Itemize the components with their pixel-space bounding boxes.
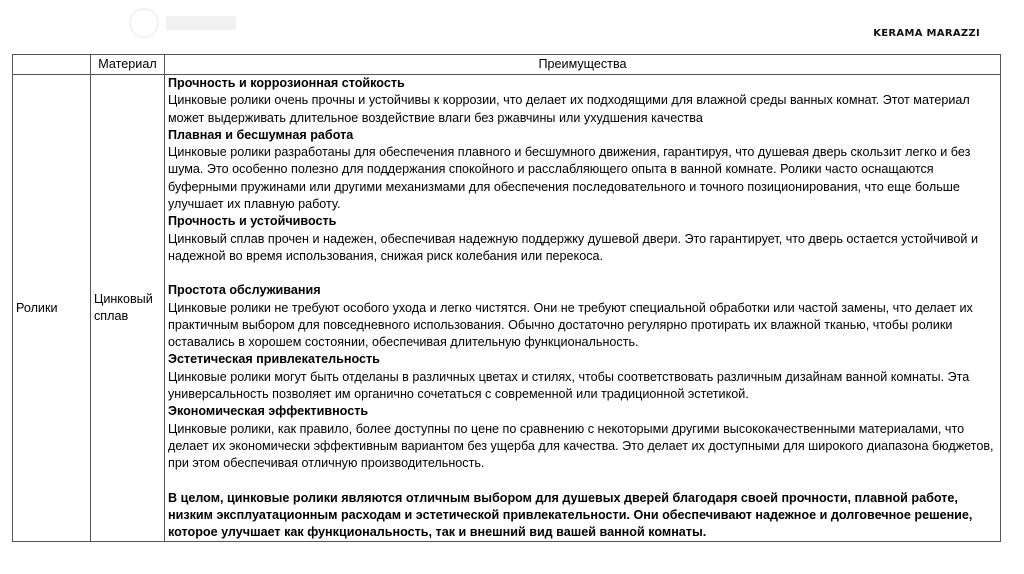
advantage-text-maintenance: Цинковые ролики не требуют особого ухода и легко чистятся. Они не требуют специальной обработки или частой замены, что делает их практичным выбором для повседневного использования. Обычно достаточно регулярно протирать их влажной тканью, чтобы ролики оставались в хорошем состоянии, обеспечивая длительную функциональность. xyxy=(168,300,973,350)
brand-logo-text: KERAMA MARAZZI xyxy=(873,28,980,39)
spacer xyxy=(168,473,997,490)
cell-item: Ролики xyxy=(13,75,91,542)
advantage-title-aesthetics: Эстетическая привлекательность xyxy=(168,352,380,367)
advantage-text-stability: Цинковый сплав прочен и надежен, обеспечивая надежную поддержку душевой двери. Это гарантирует, что дверь остается устойчивой и надежной во время использования, снижая риск колебания или перекоса. xyxy=(168,231,978,263)
header-material: Материал xyxy=(91,55,165,75)
table-header-row xyxy=(13,55,1001,75)
advantage-title-corrosion: Прочность и коррозионная стойкость xyxy=(168,76,405,90)
header-item xyxy=(13,55,91,75)
cell-material: Цинковый сплав xyxy=(91,75,165,542)
advantage-text-economy: Цинковые ролики, как правило, более доступны по цене по сравнению с некоторыми другими высококачественными материалами, что делает их экономически эффективным вариантом без ущерба для качества. Это делает их доступными для широкого диапазона бюджетов, при этом обеспечивая отличную производительность. xyxy=(168,421,994,471)
conclusion-text: В целом, цинковые ролики являются отличным выбором для душевых дверей благодаря своей прочности, плавной работе, низким эксплуатационным расходам и эстетической привлекательности. Они обеспечивают надежное и долговечное решение, которое улучшает как функциональность, так и внешний вид вашей ванной комнаты. xyxy=(168,490,973,540)
advantage-title-smooth: Плавная и бесшумная работа xyxy=(168,127,354,142)
spacer xyxy=(168,265,997,282)
advantage-title-stability: Прочность и устойчивость xyxy=(168,214,337,229)
advantage-title-maintenance: Простота обслуживания xyxy=(168,283,321,298)
header-advantages: Преимущества xyxy=(165,55,1001,75)
advantage-text-corrosion: Цинковые ролики очень прочны и устойчивы к коррозии, что делает их подходящими для влажной среды ванных комнат. Этот материал может выдерживать длительное воздействие влаги без ржавчины или ухудшения качества xyxy=(168,93,970,125)
advantage-title-economy: Экономическая эффективность xyxy=(168,404,369,419)
table-row xyxy=(13,75,1001,542)
cell-advantages xyxy=(165,75,1001,542)
advantage-text-smooth: Цинковые ролики разработаны для обеспечения плавного и бесшумного движения, гарантируя, что душевая дверь скользит легко и без шума. Это особенно полезно для поддержания спокойного и расслабляющего опыта в ванной комнате. Ролики часто оснащаются буферными пружинами или другими механизмами для обеспечения последовательного и точного позиционирования, что еще больше улучшает их плавную работу. xyxy=(168,145,971,212)
materials-table xyxy=(12,54,1001,542)
advantage-text-aesthetics: Цинковые ролики могут быть отделаны в различных цветах и стилях, чтобы соответствовать различным дизайнам ванной комнаты. Эта универсальность позволяет им органично сочетаться с современной или традиционной эстетикой. xyxy=(168,369,970,402)
watermark-logo xyxy=(122,6,242,40)
